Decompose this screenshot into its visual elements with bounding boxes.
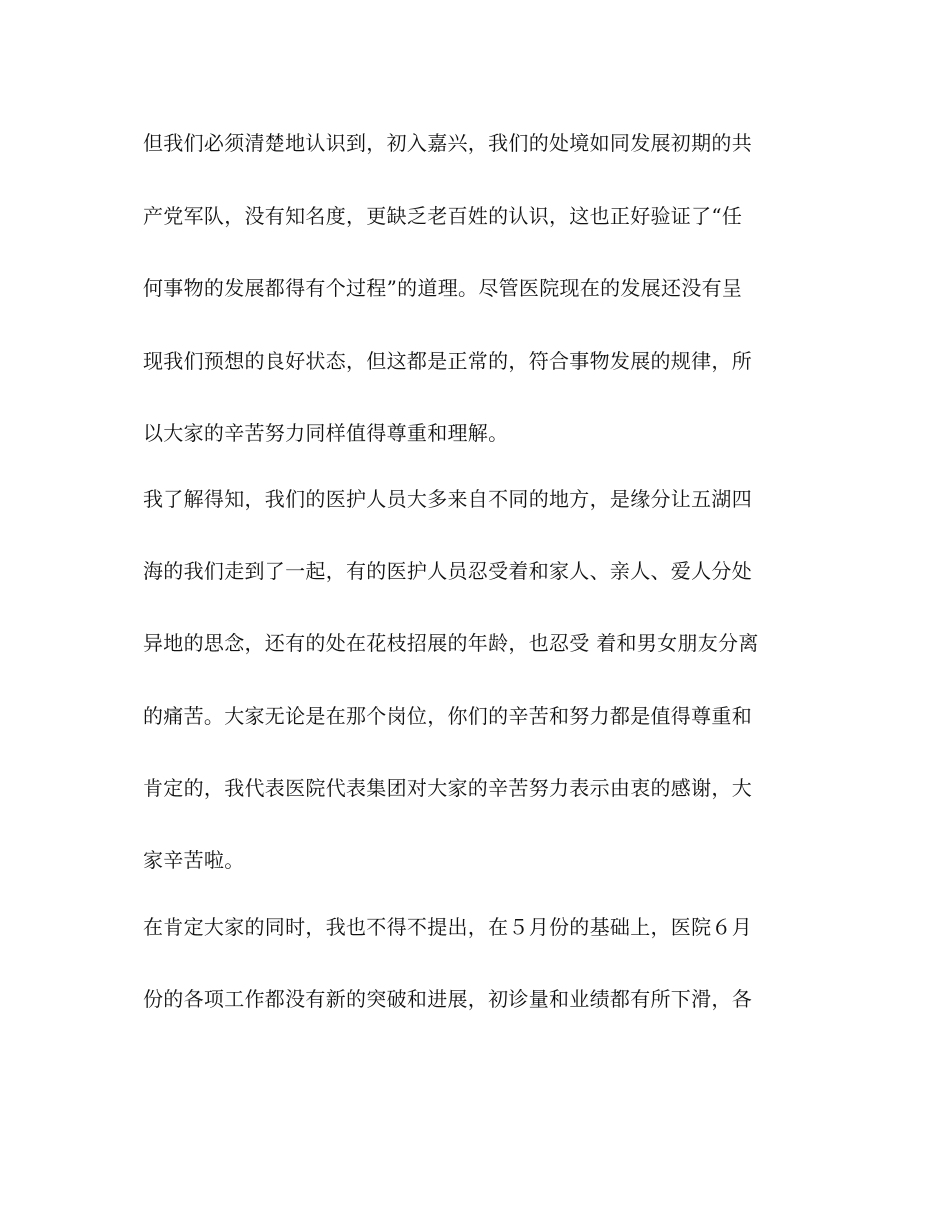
text-line: 家辛苦啦。	[143, 848, 245, 872]
text-line: 份的各项工作都没有新的突破和进展，初诊量和业绩都有所下滑，各	[143, 987, 752, 1011]
text-line: 现我们预想的良好状态，但这都是正常的，符合事物发展的规律，所	[143, 349, 752, 373]
text-line: 异地的思念，还有的处在花枝招展的年龄，也忍受 着和男女朋友分离	[143, 631, 759, 655]
text-line: 但我们必须清楚地认识到，初入嘉兴，我们的处境如同发展初期的共	[143, 131, 752, 155]
text-line: 在肯定大家的同时，我也不得不提出，在５月份的基础上，医院６月	[143, 915, 752, 939]
text-line: 产党军队，没有知名度，更缺乏老百姓的认识，这也正好验证了“任	[143, 204, 743, 228]
text-line: 的痛苦。大家无论是在那个岗位，你们的辛苦和努力都是值得尊重和	[143, 704, 752, 728]
text-line: 我了解得知，我们的医护人员大多来自不同的地方，是缘分让五湖四	[143, 487, 752, 511]
text-line: 何事物的发展都得有个过程”的道理。尽管医院现在的发展还没有呈	[143, 276, 743, 300]
text-line: 海的我们走到了一起，有的医护人员忍受着和家人、亲人、爱人分处	[143, 559, 752, 583]
text-line: 以大家的辛苦努力同样值得尊重和理解。	[143, 421, 509, 445]
text-line: 肯定的，我代表医院代表集团对大家的辛苦努力表示由衷的感谢，大	[143, 776, 752, 800]
